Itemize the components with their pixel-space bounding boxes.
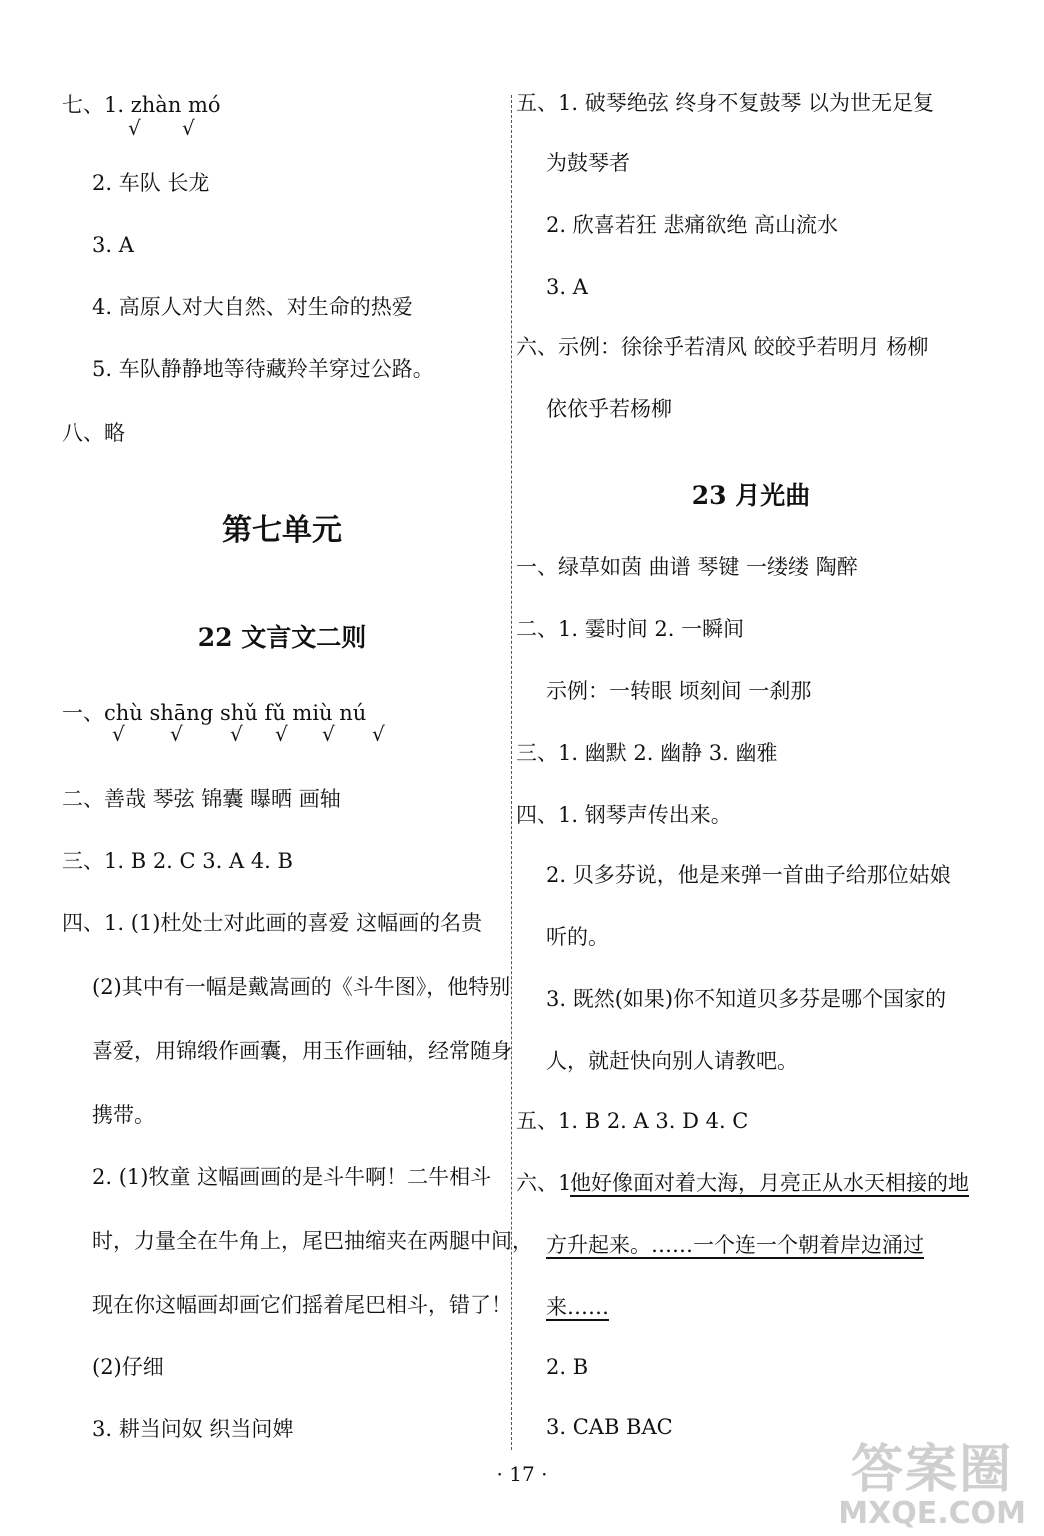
answer-line: 3. CAB BAC [546, 1415, 673, 1439]
answer-line: 三、1. B 2. C 3. A 4. B [62, 849, 293, 873]
answer-line: 2. 欣喜若狂 悲痛欲绝 高山流水 [546, 213, 839, 237]
watermark-logo [838, 1442, 1026, 1530]
answer-line: (2)其中有一幅是戴嵩画的《斗牛图》，他特别 [92, 975, 511, 999]
underlined-answer: 他好像面对着大海，月亮正从水天相接的地 [570, 1171, 969, 1195]
check-mark: √ [322, 722, 335, 746]
unit-title: 第七单元 [222, 513, 342, 548]
answer-line: 二、1. 霎时间 2. 一瞬间 [516, 617, 745, 641]
column-divider [511, 95, 512, 1450]
answer-line: 3. A [92, 233, 134, 257]
answer-line: 五、1. B 2. A 3. D 4. C [516, 1109, 749, 1133]
answer-line: 八、略 [62, 421, 125, 445]
answer-line: 为鼓琴者 [546, 151, 630, 175]
answer-line: 四、1. (1)杜处士对此画的喜爱 这幅画的名贵 [62, 911, 483, 935]
answer-line: 3. 耕当问奴 织当问婢 [92, 1417, 294, 1441]
answer-line: 六、示例：徐徐乎若清风 皎皎乎若明月 杨柳 [516, 335, 929, 359]
check-mark: √ [182, 116, 195, 140]
watermark-text: 答案圈 [851, 1440, 1014, 1500]
answer-line: 2. (1)牧童 这幅画画的是斗牛啊！二牛相斗 [92, 1165, 492, 1189]
page-number: · 17 · [496, 1462, 548, 1486]
answer-line: 时，力量全在牛角上，尾巴抽缩夹在两腿中间， [92, 1229, 533, 1253]
check-mark: √ [112, 722, 125, 746]
check-mark: √ [275, 722, 288, 746]
answer-line: 四、1. 钢琴声传出来。 [516, 803, 732, 827]
answer-line: 2. 车队 长龙 [92, 171, 210, 195]
answer-line: 人，就赶快向别人请教吧。 [546, 1049, 798, 1073]
answer-line: 二、善哉 琴弦 锦囊 曝晒 画轴 [62, 787, 341, 811]
answer-line: 2. B [546, 1355, 589, 1379]
answer-line: 三、1. 幽默 2. 幽静 3. 幽雅 [516, 741, 778, 765]
answer-line: 五、1. 破琴绝弦 终身不复鼓琴 以为世无足复 [516, 91, 935, 115]
answer-line: 4. 高原人对大自然、对生命的热爱 [92, 295, 413, 319]
answer-line: 携带。 [92, 1103, 155, 1127]
answer-line: 2. 贝多芬说，他是来弹一首曲子给那位姑娘 [546, 863, 951, 887]
answer-line: 七、1. zhàn mó [62, 93, 221, 117]
answer-line: 一、绿草如茵 曲谱 琴键 一缕缕 陶醉 [516, 555, 858, 579]
check-mark: √ [128, 116, 141, 140]
answer-line: 现在你这幅画却画它们摇着尾巴相斗，错了！ [92, 1293, 512, 1317]
answer-line: 5. 车队静静地等待藏羚羊穿过公路。 [92, 357, 434, 381]
underlined-answer: 来…… [546, 1295, 609, 1319]
check-mark: √ [230, 722, 243, 746]
answer-line: 依依乎若杨柳 [546, 397, 672, 421]
check-mark: √ [170, 722, 183, 746]
lesson-title: 23 月光曲 [691, 481, 811, 510]
check-mark: √ [372, 722, 385, 746]
answer-line: 喜爱，用锦缎作画囊，用玉作画轴，经常随身 [92, 1039, 512, 1063]
answer-line: 3. A [546, 275, 588, 299]
underlined-answer: 方升起来。……一个连一个朝着岸边涌过 [546, 1233, 924, 1257]
lesson-title: 22 文言文二则 [197, 623, 367, 652]
watermark-url: MXQE.COM [838, 1496, 1026, 1531]
answer-line: (2)仔细 [92, 1355, 164, 1379]
answer-line: 一、chù shāng shǔ fǔ miù nú [62, 701, 367, 725]
answer-line: 示例：一转眼 顷刻间 一刹那 [546, 679, 812, 703]
answer-line: 六、1. [516, 1171, 579, 1195]
answer-line: 听的。 [546, 925, 609, 949]
answer-line: 3. 既然(如果)你不知道贝多芬是哪个国家的 [546, 987, 947, 1011]
